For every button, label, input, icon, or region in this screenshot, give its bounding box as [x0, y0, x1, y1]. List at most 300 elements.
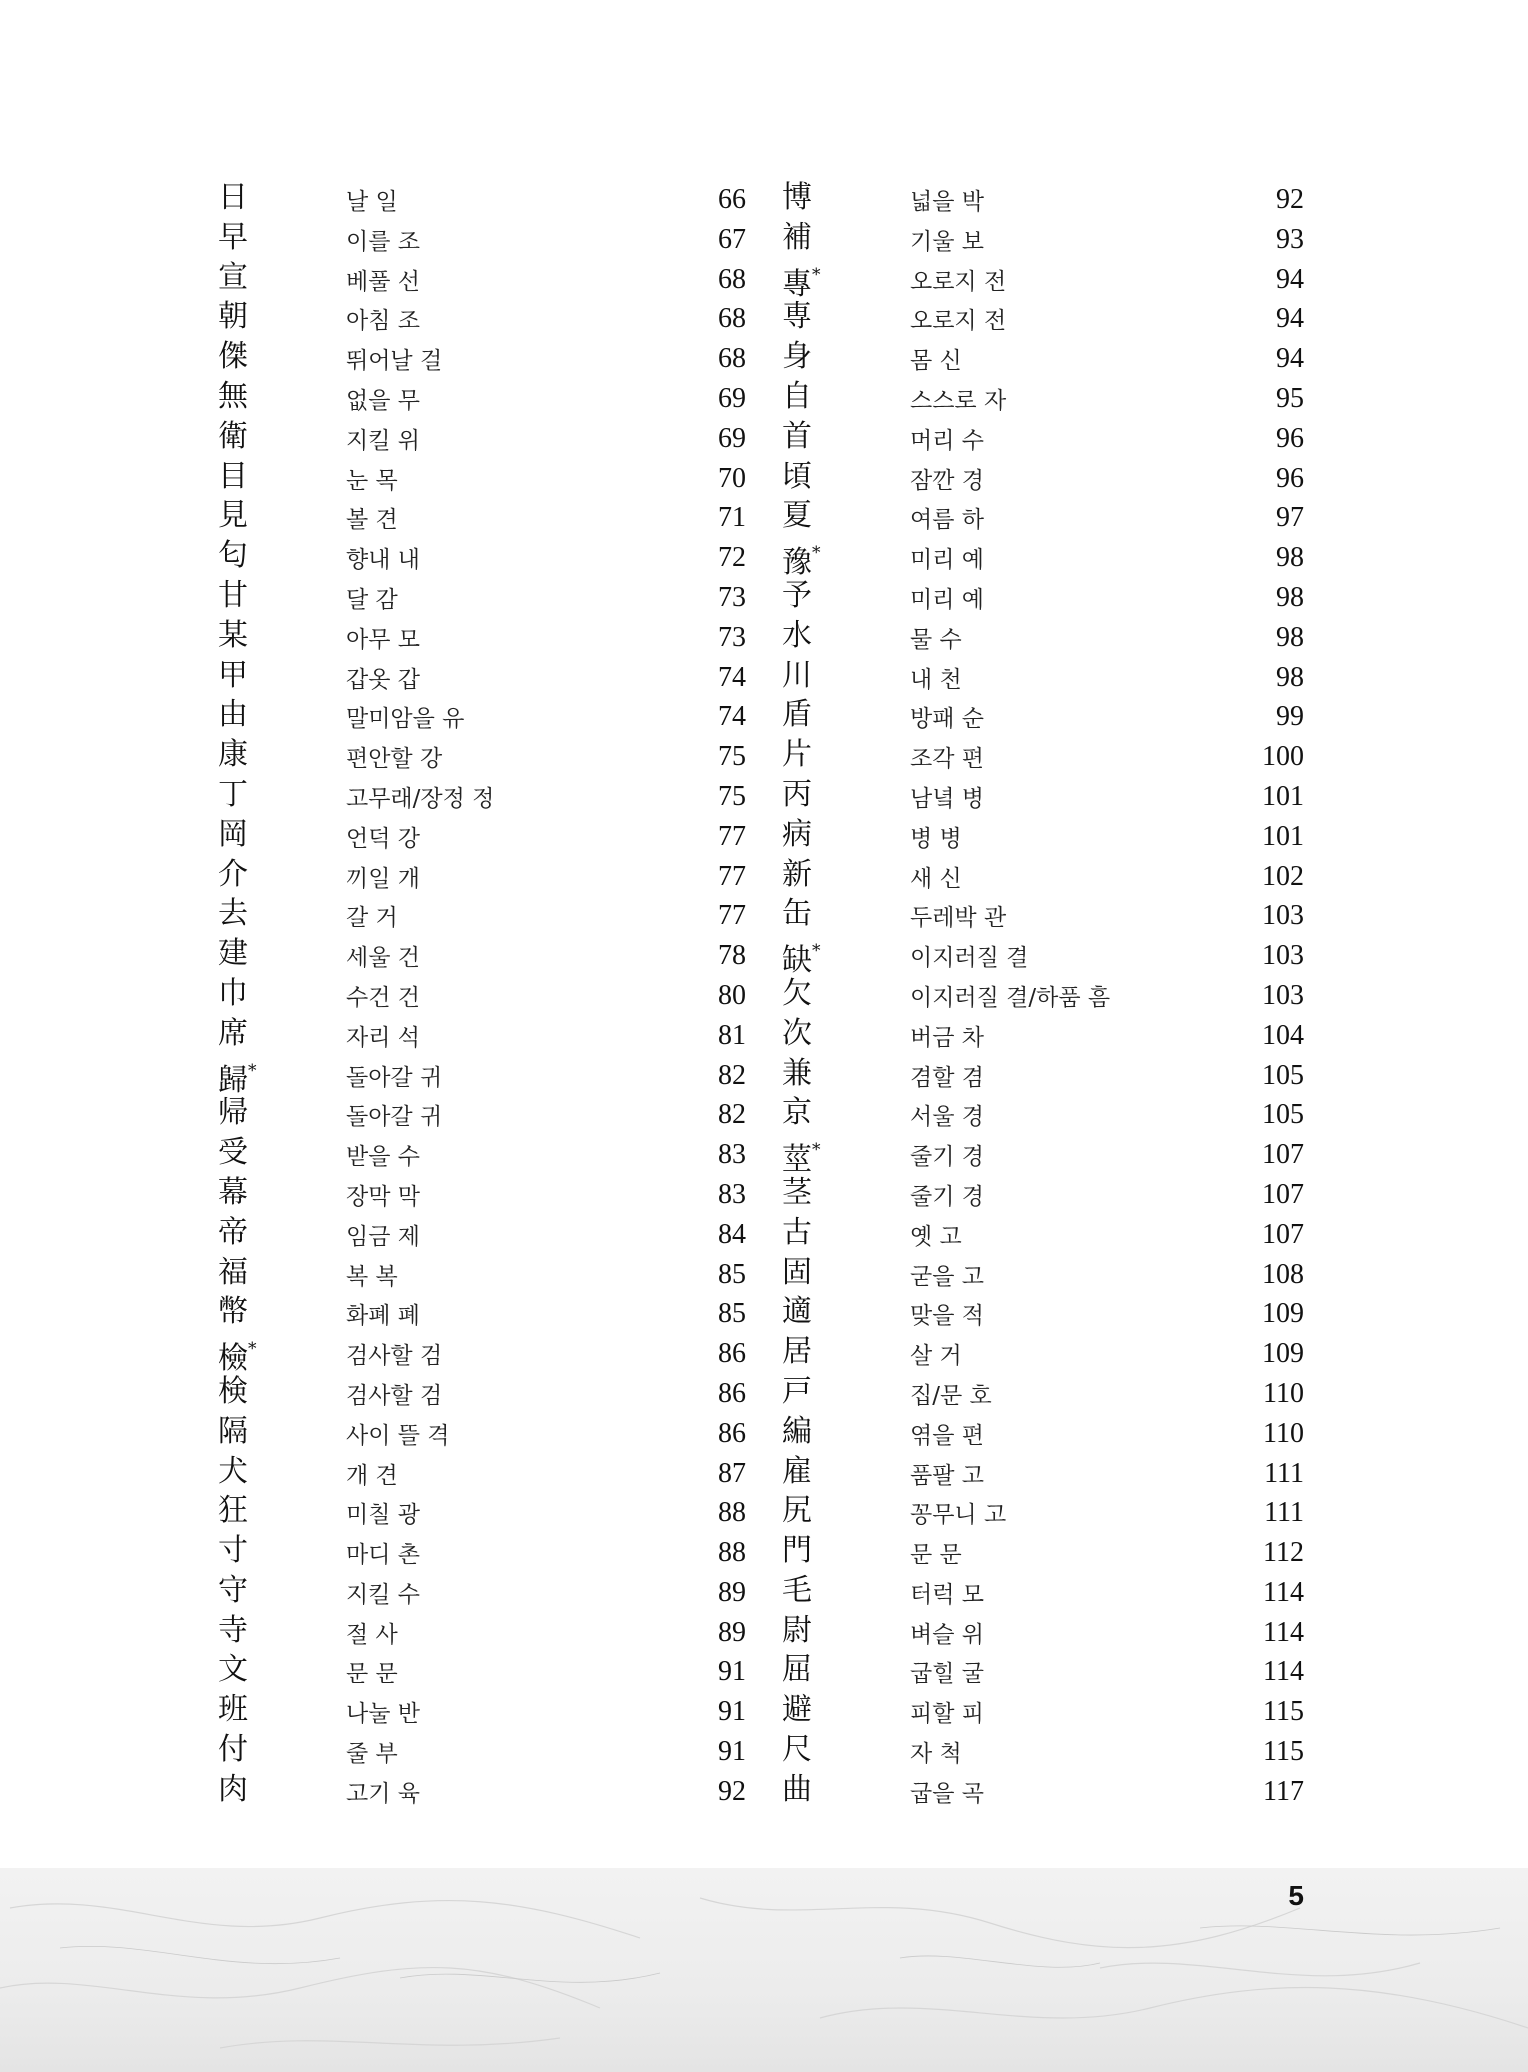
entry-page-number: 100	[1262, 741, 1304, 773]
entry-page-number: 73	[718, 621, 746, 653]
variant-mark: *	[812, 543, 821, 564]
entry-page-number: 86	[718, 1417, 746, 1449]
hanja-meaning: 집/문 호	[910, 1382, 992, 1409]
index-entry	[218, 1770, 746, 1810]
hanja-meaning: 사이 뜰 격	[346, 1422, 450, 1449]
index-entry	[782, 855, 1304, 895]
hanja-meaning: 이를 조	[346, 228, 420, 255]
index-entry	[782, 1093, 1304, 1133]
hanja-character: 肉	[218, 1771, 248, 1807]
hanja-meaning: 물 수	[910, 626, 962, 653]
hanja-character: 補	[782, 219, 812, 255]
index-entry	[218, 1054, 746, 1098]
entry-page-number: 77	[718, 820, 746, 852]
hanja-meaning: 옛 고	[910, 1223, 962, 1250]
index-entry	[218, 218, 746, 258]
index-entry	[782, 377, 1304, 417]
hanja-character: 無	[218, 378, 248, 414]
index-entry	[218, 1253, 746, 1293]
hanja-character: 尺	[782, 1732, 812, 1768]
hanja-meaning: 날 일	[346, 189, 398, 215]
hanja-character: 幕	[218, 1174, 248, 1210]
hanja-character: 寸	[218, 1533, 248, 1569]
hanja-character: 首	[782, 418, 812, 454]
hanja-character: 適	[782, 1294, 812, 1330]
hanja-character: 丁	[218, 776, 248, 812]
entry-page-number: 74	[718, 701, 746, 733]
index-entry	[218, 258, 746, 298]
entry-page-number: 85	[718, 1258, 746, 1290]
hanja-meaning: 굽힐 굴	[910, 1661, 984, 1688]
hanja-meaning: 버금 차	[910, 1024, 984, 1051]
entry-page-number: 83	[718, 1178, 746, 1210]
hanja-character: 尉	[782, 1612, 812, 1648]
hanja-character: 固	[782, 1254, 812, 1290]
index-entry	[782, 735, 1304, 775]
entry-page-number: 112	[1263, 1537, 1304, 1569]
hanja-character: 匂	[218, 538, 248, 574]
hanja-character: 曲	[782, 1771, 812, 1807]
entry-page-number: 108	[1262, 1258, 1304, 1290]
entry-page-number: 77	[718, 860, 746, 892]
entry-page-number: 96	[1276, 422, 1304, 454]
hanja-meaning: 이지러질 결/하품 흠	[910, 984, 1111, 1011]
hanja-character: 門	[782, 1533, 812, 1569]
hanja-meaning: 굳을 고	[910, 1263, 984, 1290]
hanja-meaning: 돌아갈 귀	[346, 1064, 443, 1091]
hanja-meaning: 눈 목	[346, 467, 398, 494]
index-entry	[218, 337, 746, 377]
hanja-character: 予	[782, 577, 812, 613]
index-entry	[782, 974, 1304, 1014]
entry-page-number: 89	[718, 1576, 746, 1608]
entry-page-number: 103	[1262, 979, 1304, 1011]
hanja-character: 席	[218, 1015, 248, 1051]
index-entry	[782, 1332, 1304, 1372]
index-entry	[782, 1133, 1304, 1178]
hanja-meaning: 머리 수	[910, 427, 984, 454]
hanja-character: 建	[218, 936, 248, 972]
hanja-character: 莖*	[782, 1140, 821, 1178]
variant-mark: *	[812, 1140, 821, 1161]
index-entry	[782, 457, 1304, 497]
hanja-character: 衛	[218, 418, 248, 454]
hanja-character: 古	[782, 1214, 812, 1250]
hanja-character: 専	[782, 299, 812, 335]
index-entry	[218, 457, 746, 497]
index-entry	[218, 1650, 746, 1690]
entry-page-number: 97	[1276, 502, 1304, 534]
entry-page-number: 88	[718, 1537, 746, 1569]
index-column-right	[782, 178, 1304, 1810]
hanja-meaning: 검사할 검	[346, 1382, 443, 1409]
index-entry	[782, 1571, 1304, 1611]
hanja-character: 自	[782, 378, 812, 414]
index-entry	[218, 417, 746, 457]
hanja-character: 頃	[782, 458, 812, 494]
index-entry	[218, 934, 746, 974]
hanja-meaning: 갑옷 갑	[346, 666, 420, 693]
hanja-character: 岡	[218, 816, 248, 852]
hanja-character: 検	[218, 1373, 248, 1409]
index-entry	[218, 974, 746, 1014]
index-entry	[782, 297, 1304, 337]
index-entry	[782, 695, 1304, 735]
hanja-character: 狂	[218, 1493, 248, 1529]
index-entry	[218, 1213, 746, 1253]
index-entry	[782, 1690, 1304, 1730]
hanja-meaning: 받을 수	[346, 1144, 420, 1171]
hanja-meaning: 검사할 검	[346, 1343, 443, 1370]
hanja-meaning: 줄 부	[346, 1741, 398, 1768]
index-entry	[782, 496, 1304, 536]
entry-page-number: 86	[718, 1377, 746, 1409]
hanja-character: 夏	[782, 498, 812, 534]
hanja-character: 守	[218, 1572, 248, 1608]
hanja-meaning: 조각 편	[910, 746, 984, 773]
hanja-meaning: 임금 제	[346, 1223, 420, 1250]
entry-page-number: 96	[1276, 462, 1304, 494]
entry-page-number: 80	[718, 979, 746, 1011]
hanja-character: 宣	[218, 259, 248, 295]
entry-page-number: 107	[1262, 1139, 1304, 1171]
index-entry	[218, 496, 746, 536]
hanja-character: 片	[782, 737, 812, 773]
index-entry	[782, 417, 1304, 457]
hanja-character: 雇	[782, 1453, 812, 1489]
hanja-meaning: 절 사	[346, 1621, 398, 1648]
hanja-character: 去	[218, 896, 248, 932]
index-entry	[218, 1332, 746, 1377]
entry-page-number: 73	[718, 581, 746, 613]
hanja-character: 川	[782, 657, 812, 693]
hanja-meaning: 피할 피	[910, 1701, 984, 1728]
hanja-meaning: 잠깐 경	[910, 467, 984, 494]
hanja-character: 檢*	[218, 1339, 257, 1377]
hanja-meaning: 병 병	[910, 825, 962, 852]
hanja-meaning: 오로지 전	[910, 308, 1007, 335]
hanja-meaning: 기울 보	[910, 228, 984, 255]
hanja-character: 巾	[218, 975, 248, 1011]
hanja-character: 水	[782, 617, 812, 653]
hanja-character: 新	[782, 856, 812, 892]
entry-page-number: 115	[1263, 1736, 1304, 1768]
hanja-character: 居	[782, 1334, 812, 1370]
hanja-character: 傑	[218, 339, 248, 375]
entry-page-number: 77	[718, 900, 746, 932]
entry-page-number: 82	[718, 1059, 746, 1091]
hanja-meaning: 새 신	[910, 865, 962, 892]
variant-mark: *	[812, 941, 821, 962]
entry-page-number: 67	[718, 223, 746, 255]
hanja-meaning: 겸할 겸	[910, 1064, 984, 1091]
index-entry	[218, 1412, 746, 1452]
hanja-meaning: 남녘 병	[910, 785, 984, 812]
hanja-character: 隔	[218, 1413, 248, 1449]
entry-page-number: 78	[718, 940, 746, 972]
hanja-meaning: 여름 하	[910, 507, 984, 534]
index-entry	[782, 1650, 1304, 1690]
hanja-character: 丙	[782, 776, 812, 812]
index-entry	[782, 934, 1304, 979]
entry-page-number: 98	[1276, 581, 1304, 613]
page-number: 5	[1288, 1880, 1304, 1911]
hanja-meaning: 아무 모	[346, 626, 420, 653]
hanja-meaning: 고무래/장정 정	[346, 785, 495, 812]
index-entry	[782, 536, 1304, 581]
entry-page-number: 68	[718, 263, 746, 295]
hanja-meaning: 문 문	[910, 1542, 962, 1569]
entry-page-number: 114	[1263, 1576, 1304, 1608]
hanja-meaning: 복 복	[346, 1263, 398, 1290]
index-entry	[782, 1531, 1304, 1571]
index-entry	[782, 656, 1304, 696]
hanja-meaning: 스스로 자	[910, 387, 1007, 414]
variant-mark: *	[812, 264, 821, 285]
index-entry	[782, 1054, 1304, 1094]
hanja-meaning: 몸 신	[910, 348, 962, 375]
hanja-character: 次	[782, 1015, 812, 1051]
entry-page-number: 111	[1264, 1457, 1304, 1489]
index-entry	[782, 1730, 1304, 1770]
entry-page-number: 110	[1263, 1377, 1304, 1409]
index-entry	[782, 1770, 1304, 1810]
hanja-meaning: 화폐 폐	[346, 1303, 420, 1330]
index-entry	[218, 775, 746, 815]
hanja-character: 見	[218, 498, 248, 534]
entry-page-number: 99	[1276, 701, 1304, 733]
entry-page-number: 91	[718, 1696, 746, 1728]
hanja-meaning: 나눌 반	[346, 1701, 420, 1728]
hanja-meaning: 뛰어날 걸	[346, 348, 443, 375]
entry-page-number: 68	[718, 343, 746, 375]
hanja-meaning: 세울 건	[346, 945, 420, 972]
entry-page-number: 98	[1276, 661, 1304, 693]
entry-page-number: 74	[718, 661, 746, 693]
entry-page-number: 101	[1262, 820, 1304, 852]
hanja-meaning: 고기 육	[346, 1780, 420, 1807]
index-entry	[218, 297, 746, 337]
hanja-meaning: 굽을 곡	[910, 1780, 984, 1807]
index-column-left	[218, 178, 746, 1810]
hanja-meaning: 개 견	[346, 1462, 398, 1489]
hanja-meaning: 서울 경	[910, 1104, 984, 1131]
hanja-meaning: 엮을 편	[910, 1422, 984, 1449]
hanja-meaning: 편안할 강	[346, 746, 443, 773]
entry-page-number: 114	[1263, 1616, 1304, 1648]
index-entry	[782, 775, 1304, 815]
hanja-meaning: 내 천	[910, 666, 962, 693]
index-entry	[782, 1412, 1304, 1452]
entry-page-number: 92	[1276, 184, 1304, 215]
entry-page-number: 103	[1262, 940, 1304, 972]
entry-page-number: 66	[718, 184, 746, 215]
index-entry	[782, 815, 1304, 855]
index-entry	[782, 258, 1304, 302]
hanja-character: 介	[218, 856, 248, 892]
index-entry	[218, 1611, 746, 1651]
hanja-character: 帰	[218, 1095, 248, 1131]
index-entry	[218, 576, 746, 616]
hanja-meaning: 수건 건	[346, 984, 420, 1011]
entry-page-number: 98	[1276, 621, 1304, 653]
hanja-meaning: 베풀 선	[346, 268, 420, 295]
index-entry	[218, 1730, 746, 1770]
entry-page-number: 75	[718, 741, 746, 773]
hanja-meaning: 맞을 적	[910, 1303, 984, 1330]
index-entry	[782, 1491, 1304, 1531]
index-entry	[218, 377, 746, 417]
entry-page-number: 110	[1263, 1417, 1304, 1449]
hanja-meaning: 방패 순	[910, 706, 984, 733]
hanja-character: 帝	[218, 1214, 248, 1250]
hanja-meaning: 자리 석	[346, 1024, 420, 1051]
index-entry	[218, 536, 746, 576]
hanja-character: 兼	[782, 1055, 812, 1091]
hanja-meaning: 향내 내	[346, 547, 420, 574]
hanja-meaning: 말미암을 유	[346, 706, 465, 733]
hanja-character: 欠	[782, 975, 812, 1011]
hanja-meaning: 언덕 강	[346, 825, 420, 852]
index-entry	[218, 855, 746, 895]
hanja-character: 某	[218, 617, 248, 653]
hanja-character: 福	[218, 1254, 248, 1290]
entry-page-number: 69	[718, 422, 746, 454]
entry-page-number: 111	[1264, 1497, 1304, 1529]
index-entry	[218, 695, 746, 735]
hanja-character: 付	[218, 1732, 248, 1768]
hanja-meaning: 문 문	[346, 1661, 398, 1688]
hanja-character: 毛	[782, 1572, 812, 1608]
hanja-character: 身	[782, 339, 812, 375]
hanja-meaning: 장막 막	[346, 1183, 420, 1210]
index-entry	[218, 1491, 746, 1531]
hanja-character: 康	[218, 737, 248, 773]
entry-page-number: 101	[1262, 780, 1304, 812]
entry-page-number: 109	[1262, 1298, 1304, 1330]
hanja-meaning: 미칠 광	[346, 1502, 420, 1529]
hanja-character: 缶	[782, 896, 812, 932]
hanja-meaning: 벼슬 위	[910, 1621, 984, 1648]
hanja-meaning: 이지러질 결	[910, 945, 1029, 972]
index-entry	[218, 1173, 746, 1213]
hanja-character: 朝	[218, 299, 248, 335]
hanja-character: 屈	[782, 1652, 812, 1688]
hanja-meaning: 오로지 전	[910, 268, 1007, 295]
index-entry	[218, 1093, 746, 1133]
index-entry	[218, 1571, 746, 1611]
entry-page-number: 68	[718, 303, 746, 335]
index-entry	[782, 337, 1304, 377]
hanja-meaning: 달 감	[346, 586, 398, 613]
entry-page-number: 69	[718, 382, 746, 414]
hanja-meaning: 볼 견	[346, 507, 398, 534]
index-entry	[218, 1690, 746, 1730]
hanja-character: 受	[218, 1135, 248, 1171]
hanja-character: 早	[218, 219, 248, 255]
entry-page-number: 82	[718, 1099, 746, 1131]
hanja-meaning: 갈 거	[346, 905, 398, 932]
hanja-character: 幣	[218, 1294, 248, 1330]
index-entry	[782, 1213, 1304, 1253]
entry-page-number: 87	[718, 1457, 746, 1489]
entry-page-number: 83	[718, 1139, 746, 1171]
entry-page-number: 105	[1262, 1099, 1304, 1131]
entry-page-number: 86	[718, 1338, 746, 1370]
index-entry	[218, 815, 746, 855]
entry-page-number: 71	[718, 502, 746, 534]
index-entry	[782, 894, 1304, 934]
hanja-character: 歸*	[218, 1060, 257, 1098]
hanja-character: 由	[218, 697, 248, 733]
hanja-character: 班	[218, 1692, 248, 1728]
entry-page-number: 115	[1263, 1696, 1304, 1728]
index-entry	[218, 735, 746, 775]
entry-page-number: 91	[718, 1656, 746, 1688]
entry-page-number: 94	[1276, 303, 1304, 335]
entry-page-number: 105	[1262, 1059, 1304, 1091]
entry-page-number: 94	[1276, 343, 1304, 375]
index-entry	[782, 616, 1304, 656]
index-entry	[782, 576, 1304, 616]
index-entry	[782, 178, 1304, 218]
entry-page-number: 95	[1276, 382, 1304, 414]
hanja-meaning: 지킬 수	[346, 1581, 420, 1608]
hanja-character: 病	[782, 816, 812, 852]
index-entry	[218, 656, 746, 696]
entry-page-number: 85	[718, 1298, 746, 1330]
hanja-meaning: 끼일 개	[346, 865, 420, 892]
hanja-character: 目	[218, 458, 248, 494]
index-entry	[218, 1531, 746, 1571]
hanja-character: 編	[782, 1413, 812, 1449]
index-entry	[218, 894, 746, 934]
hanja-meaning: 두레박 관	[910, 905, 1007, 932]
hanja-meaning: 꽁무니 고	[910, 1502, 1007, 1529]
index-entry	[782, 1014, 1304, 1054]
entry-page-number: 98	[1276, 542, 1304, 574]
index-entry	[218, 1452, 746, 1492]
entry-page-number: 84	[718, 1218, 746, 1250]
entry-page-number: 103	[1262, 900, 1304, 932]
entry-page-number: 93	[1276, 223, 1304, 255]
hanja-character: 盾	[782, 697, 812, 733]
entry-page-number: 117	[1263, 1775, 1304, 1807]
variant-mark: *	[248, 1339, 257, 1360]
index-entry	[782, 1253, 1304, 1293]
hanja-character: 甘	[218, 577, 248, 613]
hanja-character: 日	[218, 180, 248, 215]
variant-mark: *	[248, 1060, 257, 1081]
index-entry	[782, 1292, 1304, 1332]
entry-page-number: 104	[1262, 1019, 1304, 1051]
entry-page-number: 88	[718, 1497, 746, 1529]
hanja-meaning: 아침 조	[346, 308, 420, 335]
hanja-meaning: 줄기 경	[910, 1183, 984, 1210]
entry-page-number: 102	[1262, 860, 1304, 892]
hanja-meaning: 미리 예	[910, 586, 984, 613]
hanja-character: 寺	[218, 1612, 248, 1648]
hanja-meaning: 돌아갈 귀	[346, 1104, 443, 1131]
hanja-character: 博	[782, 180, 812, 215]
entry-page-number: 89	[718, 1616, 746, 1648]
hanja-character: 避	[782, 1692, 812, 1728]
hanja-character: 專*	[782, 264, 821, 302]
index-entry	[782, 1452, 1304, 1492]
entry-page-number: 75	[718, 780, 746, 812]
index-entry	[782, 218, 1304, 258]
index-entry	[218, 1133, 746, 1173]
